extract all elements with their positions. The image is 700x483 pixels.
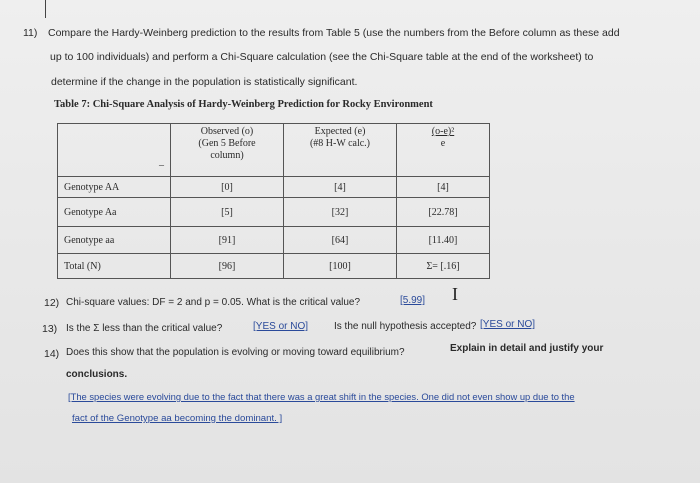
chi-numerator: (o-e)² [431, 126, 455, 137]
q13-text-b: Is the null hypothesis accepted? [334, 321, 477, 332]
text-cursor-ibeam: I [452, 284, 458, 304]
table-row [58, 177, 490, 198]
chi-sum-cell[interactable]: Σ= [.16] [397, 254, 490, 279]
chi-cell[interactable]: [4] [397, 177, 490, 198]
q13-answer-a[interactable]: [YES or NO] [253, 321, 309, 332]
chi-cell[interactable]: [11.40] [397, 227, 490, 254]
q14-instruction: Explain in detail and justify your [450, 343, 604, 354]
q14-number: 14) [44, 348, 60, 360]
expected-cell[interactable]: [100] [284, 254, 397, 279]
header-dash-cell [58, 124, 171, 177]
q13-answer-b[interactable]: [YES or NO] [480, 319, 536, 330]
expected-line1: Expected (e) [314, 126, 366, 137]
q11-number: 11) [23, 27, 38, 39]
header-expected [284, 124, 397, 177]
q14-answer-line2[interactable]: fact of the Genotype aa becoming the dominant. ] [72, 413, 283, 424]
q14-text: Does this show that the population is evolving or moving toward equilibrium? [66, 347, 405, 358]
q12-answer[interactable]: [5.99] [400, 295, 426, 306]
row-label: Genotype Aa [58, 198, 171, 227]
q13-text-a: Is the Σ less than the critical value? [66, 323, 223, 334]
q11-line2: up to 100 individuals) and perform a Chi-Square calculation (see the Chi-Square table at the end of the worksheet) to [50, 51, 594, 63]
observed-line3: column) [210, 150, 244, 161]
table-header-row [58, 124, 490, 177]
q14-instruction-2: conclusions. [66, 369, 128, 380]
expected-cell[interactable]: [32] [284, 198, 397, 227]
q12-text: Chi-square values: DF = 2 and p = 0.05. What is the critical value? [66, 297, 361, 308]
table-row [58, 227, 490, 254]
q14-answer-line1[interactable]: [The species were evolving due to the fact that there was a great shift in the species. One did not even show up due to the [68, 391, 575, 402]
row-label: Total (N) [58, 254, 171, 279]
chi-cell[interactable]: [22.78] [397, 198, 490, 227]
chi-square-table [57, 123, 490, 279]
expected-cell[interactable]: [4] [284, 177, 397, 198]
table-title: Table 7: Chi-Square Analysis of Hardy-Weinberg Prediction for Rocky Environment [54, 99, 433, 110]
observed-line2: (Gen 5 Before [198, 138, 256, 149]
chi-denominator: e [440, 138, 446, 149]
header-chi [397, 124, 490, 177]
observed-cell[interactable]: [0] [171, 177, 284, 198]
observed-cell[interactable]: [91] [171, 227, 284, 254]
expected-cell[interactable]: [64] [284, 227, 397, 254]
row-label: Genotype aa [58, 227, 171, 254]
q13-number: 13) [42, 323, 58, 335]
q11-line1: Compare the Hardy-Weinberg prediction to the results from Table 5 (use the numbers from the Before column as these add [48, 27, 620, 39]
expected-line2: (#8 H-W calc.) [309, 138, 371, 149]
text-cursor-line [45, 0, 46, 18]
header-dash: – [159, 160, 164, 171]
observed-cell[interactable]: [5] [171, 198, 284, 227]
observed-cell[interactable]: [96] [171, 254, 284, 279]
q11-line3: determine if the change in the population is statistically significant. [51, 76, 358, 88]
row-label: Genotype AA [58, 177, 171, 198]
observed-line1: Observed (o) [200, 126, 254, 137]
header-observed [171, 124, 284, 177]
q12-number: 12) [44, 297, 60, 309]
table-row [58, 254, 490, 279]
table-row [58, 198, 490, 227]
